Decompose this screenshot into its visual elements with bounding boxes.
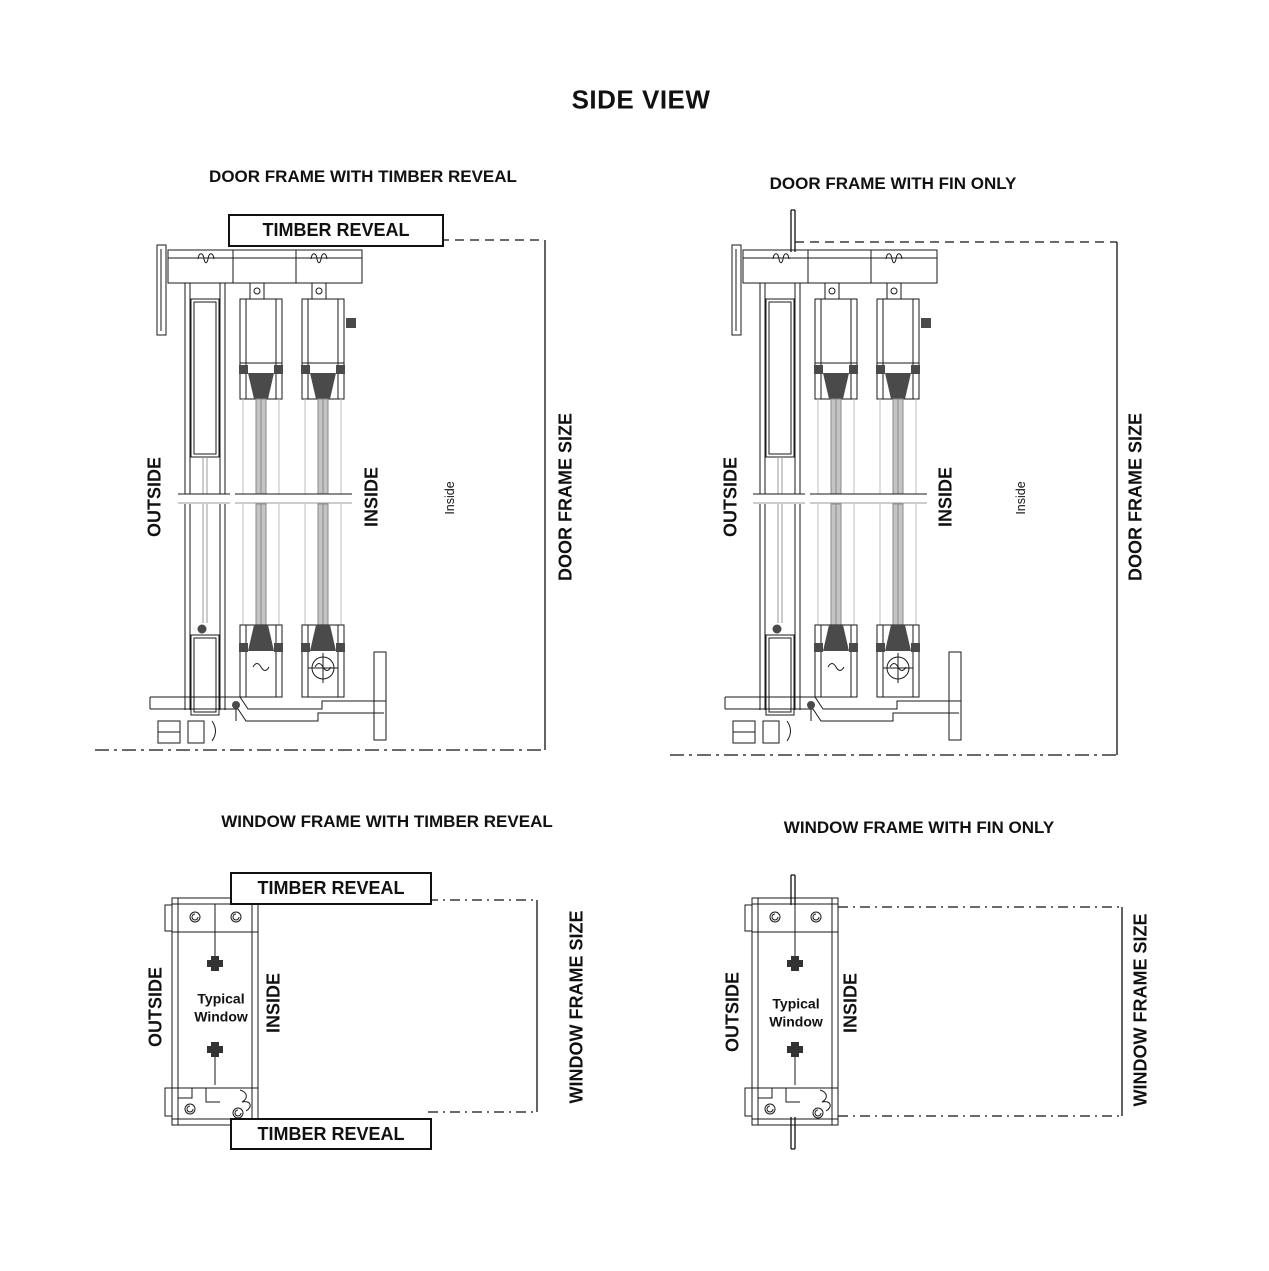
window-timber-dimension-lines bbox=[428, 900, 537, 1112]
window-fin-outside-label: OUTSIDE bbox=[722, 971, 743, 1053]
timber-reveal-label: TIMBER REVEAL bbox=[257, 878, 405, 898]
window-timber-reveal-box-bottom bbox=[230, 1118, 432, 1150]
window-timber-inside-label: INSIDE bbox=[263, 972, 284, 1034]
window-top-fin bbox=[791, 875, 795, 905]
door-timber-inside-note: Inside bbox=[443, 481, 457, 515]
door-timber-inside-label: INSIDE bbox=[361, 466, 382, 528]
door-fin-section-drawing bbox=[725, 245, 961, 743]
window-timber-outside-label: OUTSIDE bbox=[145, 966, 166, 1048]
door-timber-outside-label: OUTSIDE bbox=[144, 456, 165, 538]
window-fin-typical-window-label: Typical Window bbox=[769, 995, 823, 1029]
timber-reveal-label: TIMBER REVEAL bbox=[262, 220, 410, 240]
window-timber-title: WINDOW FRAME WITH TIMBER REVEAL bbox=[221, 812, 553, 831]
door-fin-inside-note: Inside bbox=[1014, 481, 1028, 515]
door-fin-outside-label: OUTSIDE bbox=[720, 456, 741, 538]
window-fin-frame-size-label: WINDOW FRAME SIZE bbox=[1130, 913, 1151, 1107]
door-timber-section-drawing bbox=[150, 245, 386, 743]
door-timber-title: DOOR FRAME WITH TIMBER REVEAL bbox=[209, 167, 517, 186]
window-fin-inside-label: INSIDE bbox=[840, 972, 861, 1034]
door-timber-reveal-box bbox=[228, 214, 444, 247]
door-fin bbox=[791, 210, 795, 252]
door-fin-inside-label: INSIDE bbox=[935, 466, 956, 528]
window-timber-typical-window-label: Typical Window bbox=[194, 990, 248, 1024]
page-title: SIDE VIEW bbox=[571, 84, 711, 115]
window-timber-reveal-box-top bbox=[230, 872, 432, 905]
window-fin-title: WINDOW FRAME WITH FIN ONLY bbox=[783, 818, 1055, 837]
window-timber-frame-size-label: WINDOW FRAME SIZE bbox=[566, 910, 587, 1104]
window-bottom-fin bbox=[791, 1117, 795, 1149]
door-fin-title: DOOR FRAME WITH FIN ONLY bbox=[769, 174, 1017, 193]
door-fin-frame-size-label: DOOR FRAME SIZE bbox=[1125, 412, 1146, 582]
door-timber-frame-size-label: DOOR FRAME SIZE bbox=[555, 412, 576, 582]
timber-reveal-label: TIMBER REVEAL bbox=[257, 1123, 405, 1144]
